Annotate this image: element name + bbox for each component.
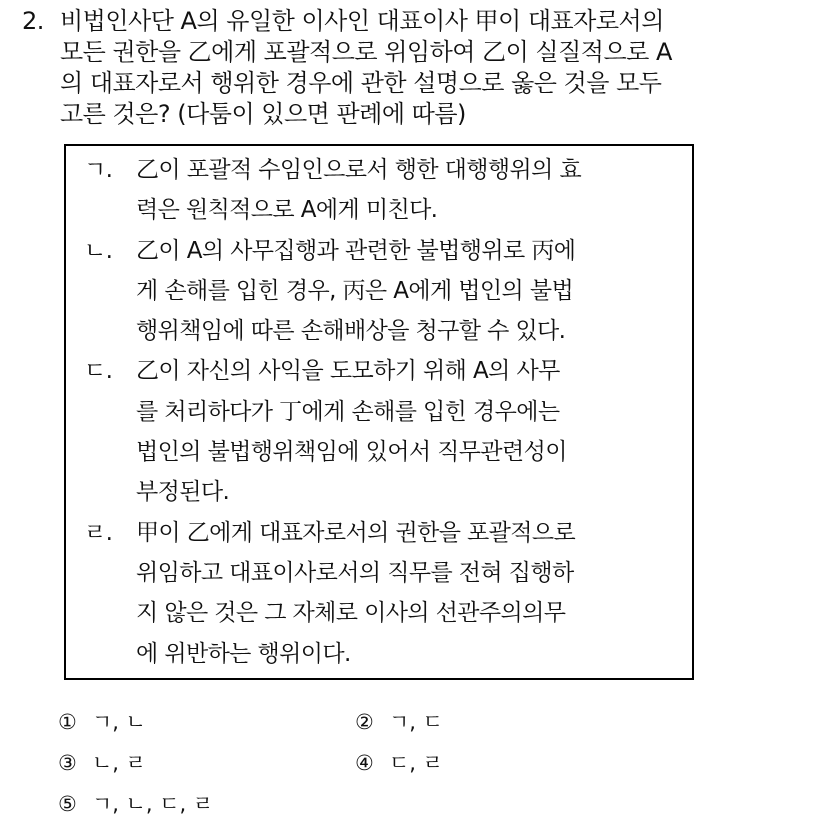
choice-3[interactable] bbox=[58, 743, 355, 784]
choice-text: ㄱ, ㄴ bbox=[92, 710, 146, 734]
statement-line: 위임하고 대표이사로서의 직무를 전혀 집행하 bbox=[136, 559, 574, 586]
statement-mark: ㄹ. bbox=[84, 519, 113, 546]
statement-line: 지 않은 것은 그 자체로 이사의 선관주의의무 bbox=[136, 600, 566, 627]
choice-5[interactable] bbox=[58, 784, 355, 825]
statement-na bbox=[84, 231, 684, 352]
choice-number: ② bbox=[355, 710, 374, 734]
choice-text: ㄱ, ㄴ, ㄷ, ㄹ bbox=[92, 792, 214, 816]
statement-line: 를 처리하다가 丁에게 손해를 입힌 경우에는 bbox=[136, 398, 560, 425]
choice-1[interactable] bbox=[58, 702, 355, 743]
choice-text: ㄱ, ㄷ bbox=[389, 710, 443, 734]
question-number: 2. bbox=[22, 7, 44, 35]
statement-line: 乙이 A의 사무집행과 관련한 불법행위로 丙에 bbox=[136, 237, 576, 264]
question-line: 비법인사단 A의 유일한 이사인 대표이사 甲이 대표자로서의 bbox=[60, 7, 664, 35]
choice-4[interactable] bbox=[355, 743, 652, 784]
question-line: 의 대표자로서 행위한 경우에 관한 설명으로 옳은 것을 모두 bbox=[60, 69, 662, 97]
statement-line: 행위책임에 따른 손해배상을 청구할 수 있다. bbox=[136, 318, 566, 345]
choice-number: ⑤ bbox=[58, 792, 77, 816]
statement-da bbox=[84, 351, 684, 512]
statement-line: 에 위반하는 행위이다. bbox=[136, 640, 351, 667]
statement-line: 게 손해를 입힌 경우, 丙은 A에게 법인의 불법 bbox=[136, 277, 574, 304]
choice-number: ① bbox=[58, 710, 77, 734]
statement-ra bbox=[84, 513, 684, 674]
statements-list bbox=[84, 150, 684, 674]
choice-text: ㄷ, ㄹ bbox=[389, 751, 443, 775]
statement-line: 乙이 포괄적 수임인으로서 행한 대행행위의 효 bbox=[136, 157, 582, 183]
statement-line: 부정된다. bbox=[136, 479, 230, 506]
statement-mark: ㄴ. bbox=[84, 237, 113, 264]
choice-number: ③ bbox=[58, 751, 77, 775]
statement-line: 乙이 자신의 사익을 도모하기 위해 A의 사무 bbox=[136, 358, 560, 385]
statement-line: 법인의 불법행위책임에 있어서 직무관련성이 bbox=[136, 439, 567, 466]
statement-line: 甲이 乙에게 대표자로서의 권한을 포괄적으로 bbox=[136, 519, 576, 546]
question-stem bbox=[22, 6, 812, 130]
choice-2[interactable] bbox=[355, 702, 652, 743]
question-line: 고른 것은? (다툼이 있으면 판례에 따름) bbox=[60, 100, 466, 128]
answer-choices bbox=[58, 702, 758, 825]
choice-text: ㄴ, ㄹ bbox=[92, 751, 146, 775]
statement-mark: ㄱ. bbox=[84, 157, 113, 183]
choice-number: ④ bbox=[355, 751, 374, 775]
statement-mark: ㄷ. bbox=[84, 358, 113, 385]
statement-line: 력은 원칙적으로 A에게 미친다. bbox=[136, 197, 438, 224]
question-line: 모든 권한을 乙에게 포괄적으로 위임하여 乙이 실질적으로 A bbox=[60, 38, 672, 66]
statement-ga bbox=[84, 150, 684, 231]
